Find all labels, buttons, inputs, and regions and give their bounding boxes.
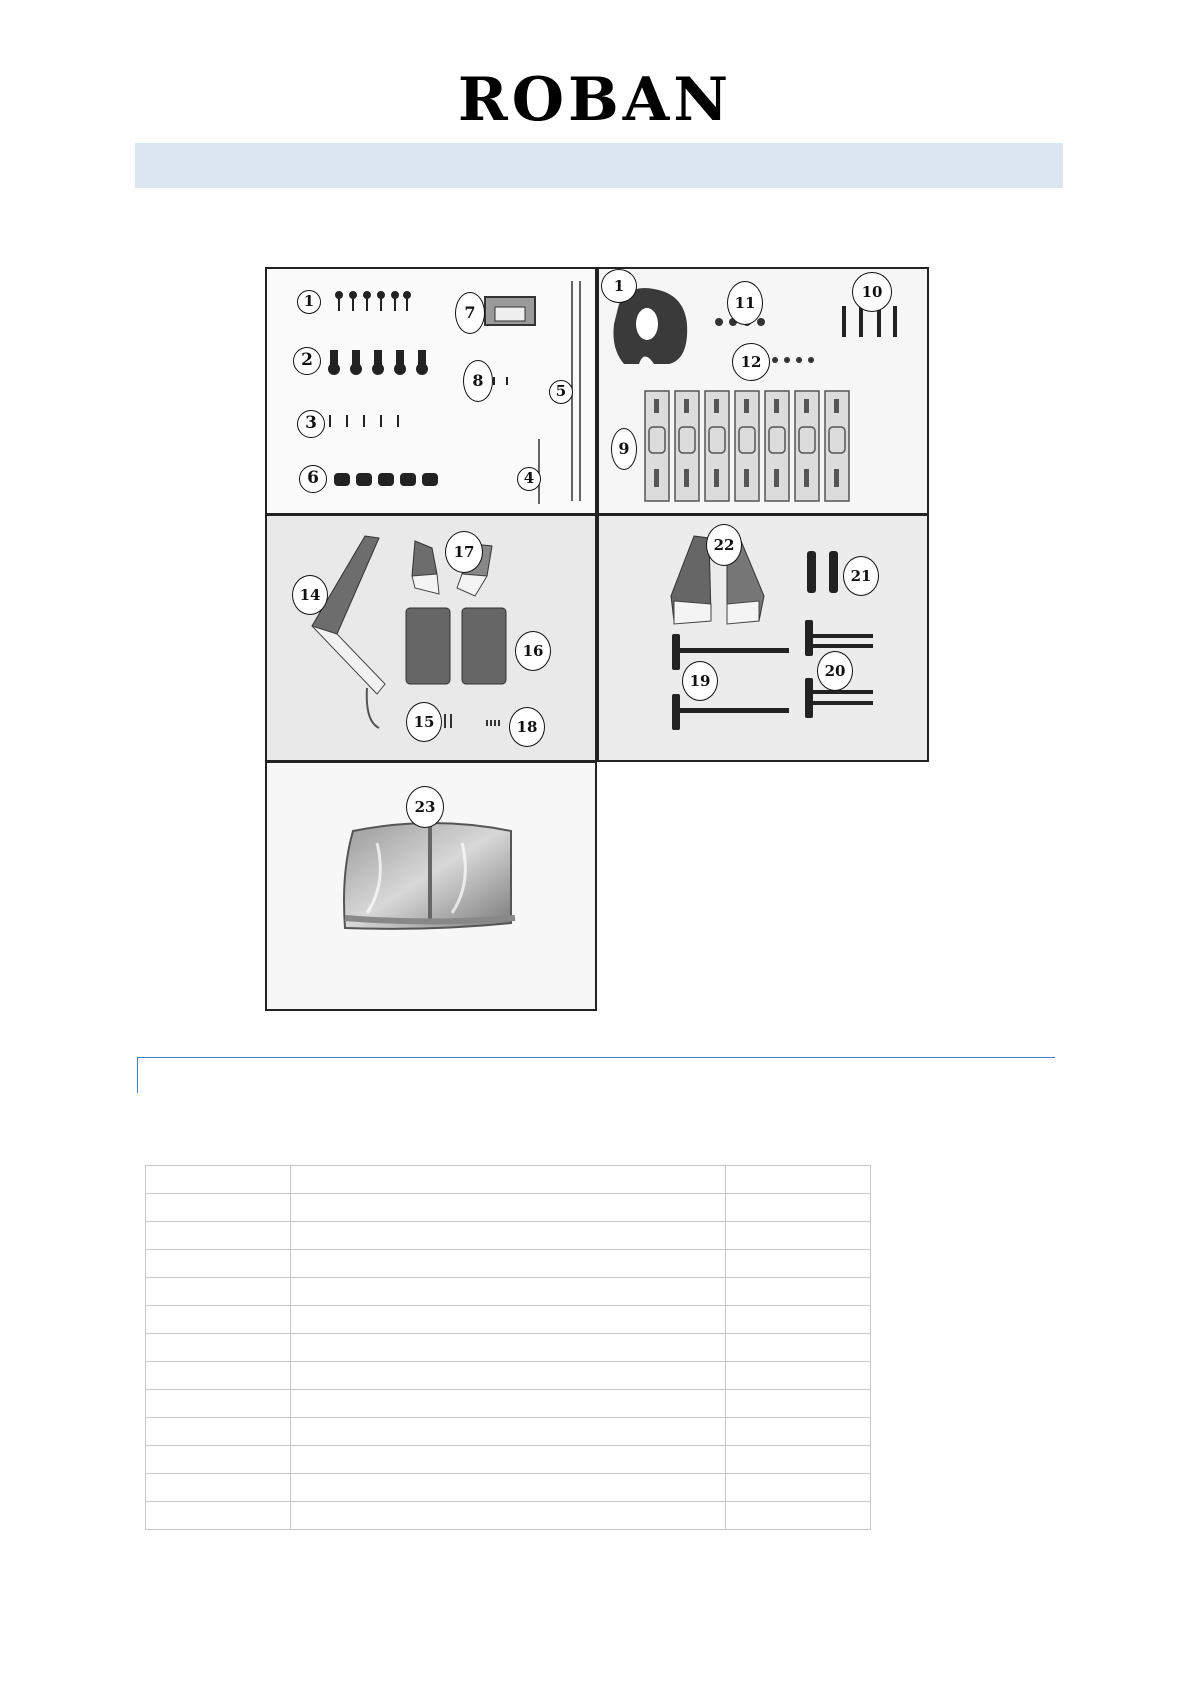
table-cell — [291, 1306, 726, 1334]
table-cell — [291, 1390, 726, 1418]
table-cell — [146, 1334, 291, 1362]
table-row — [146, 1278, 871, 1306]
table-cell — [291, 1250, 726, 1278]
table-row — [146, 1166, 871, 1194]
hardware-photo — [265, 267, 597, 515]
table-cell — [146, 1446, 291, 1474]
callout-2: 2 — [293, 347, 321, 375]
table-cell — [726, 1390, 871, 1418]
table-cell — [726, 1334, 871, 1362]
table-cell — [291, 1502, 726, 1530]
table-cell — [146, 1250, 291, 1278]
parts-list-table — [145, 1165, 871, 1530]
table-cell — [146, 1278, 291, 1306]
table-cell — [291, 1474, 726, 1502]
table-cell — [146, 1194, 291, 1222]
table-row — [146, 1418, 871, 1446]
table-cell — [291, 1446, 726, 1474]
callout-8: 8 — [463, 360, 493, 402]
callout-22: 22 — [706, 524, 742, 566]
table-row — [146, 1194, 871, 1222]
title-band — [135, 143, 1063, 188]
table-row — [146, 1474, 871, 1502]
table-cell — [726, 1250, 871, 1278]
struts-mounts-photo — [597, 514, 929, 762]
table-cell — [726, 1502, 871, 1530]
table-cell — [726, 1166, 871, 1194]
callout-18: 18 — [509, 707, 545, 747]
table-cell — [726, 1222, 871, 1250]
table-cell — [726, 1278, 871, 1306]
table-cell — [291, 1166, 726, 1194]
firewall-formers-photo — [597, 267, 929, 515]
table-cell — [726, 1194, 871, 1222]
table-row — [146, 1334, 871, 1362]
table-cell — [726, 1446, 871, 1474]
callout-16: 16 — [515, 631, 551, 671]
callout-17: 17 — [445, 531, 483, 573]
table-cell — [726, 1418, 871, 1446]
callout-10: 10 — [852, 272, 892, 312]
callout-3: 3 — [297, 410, 325, 438]
table-row — [146, 1250, 871, 1278]
callout-11: 11 — [727, 281, 763, 325]
section-rule — [137, 1057, 1055, 1058]
table-cell — [291, 1222, 726, 1250]
table-cell — [291, 1278, 726, 1306]
table-cell — [291, 1194, 726, 1222]
callout-12: 12 — [732, 343, 770, 381]
table-cell — [146, 1306, 291, 1334]
table-cell — [726, 1362, 871, 1390]
table-cell — [726, 1474, 871, 1502]
parts-photo-grid — [265, 267, 930, 1012]
table-cell — [291, 1334, 726, 1362]
callout-14: 14 — [292, 575, 328, 615]
struts-mounts-drawing — [599, 516, 929, 762]
callout-21: 21 — [843, 556, 879, 596]
table-cell — [146, 1362, 291, 1390]
callout-1: 1 — [297, 290, 321, 314]
windscreen-photo — [265, 761, 597, 1011]
table-row — [146, 1390, 871, 1418]
callout-19: 19 — [682, 661, 718, 701]
table-row — [146, 1446, 871, 1474]
callout-7: 7 — [455, 292, 485, 334]
table-cell — [291, 1362, 726, 1390]
callout-5: 5 — [549, 380, 573, 404]
table-cell — [146, 1418, 291, 1446]
callout-9: 9 — [611, 428, 637, 470]
table-cell — [146, 1474, 291, 1502]
callout-6: 6 — [299, 465, 327, 493]
table-cell — [146, 1166, 291, 1194]
table-cell — [146, 1222, 291, 1250]
table-row — [146, 1306, 871, 1334]
table-row — [146, 1222, 871, 1250]
table-cell — [726, 1306, 871, 1334]
table-cell — [291, 1418, 726, 1446]
table-cell — [146, 1502, 291, 1530]
callout-15: 15 — [406, 702, 442, 742]
section-rule-tick — [137, 1058, 138, 1093]
table-row — [146, 1502, 871, 1530]
callout-1b: 1 — [601, 269, 637, 303]
callout-23: 23 — [406, 786, 444, 828]
callout-4: 4 — [517, 467, 541, 491]
table-cell — [146, 1390, 291, 1418]
table-row — [146, 1362, 871, 1390]
callout-20: 20 — [817, 651, 853, 691]
tail-surfaces-photo — [265, 514, 597, 762]
roban-logo: ROBAN — [457, 65, 733, 135]
